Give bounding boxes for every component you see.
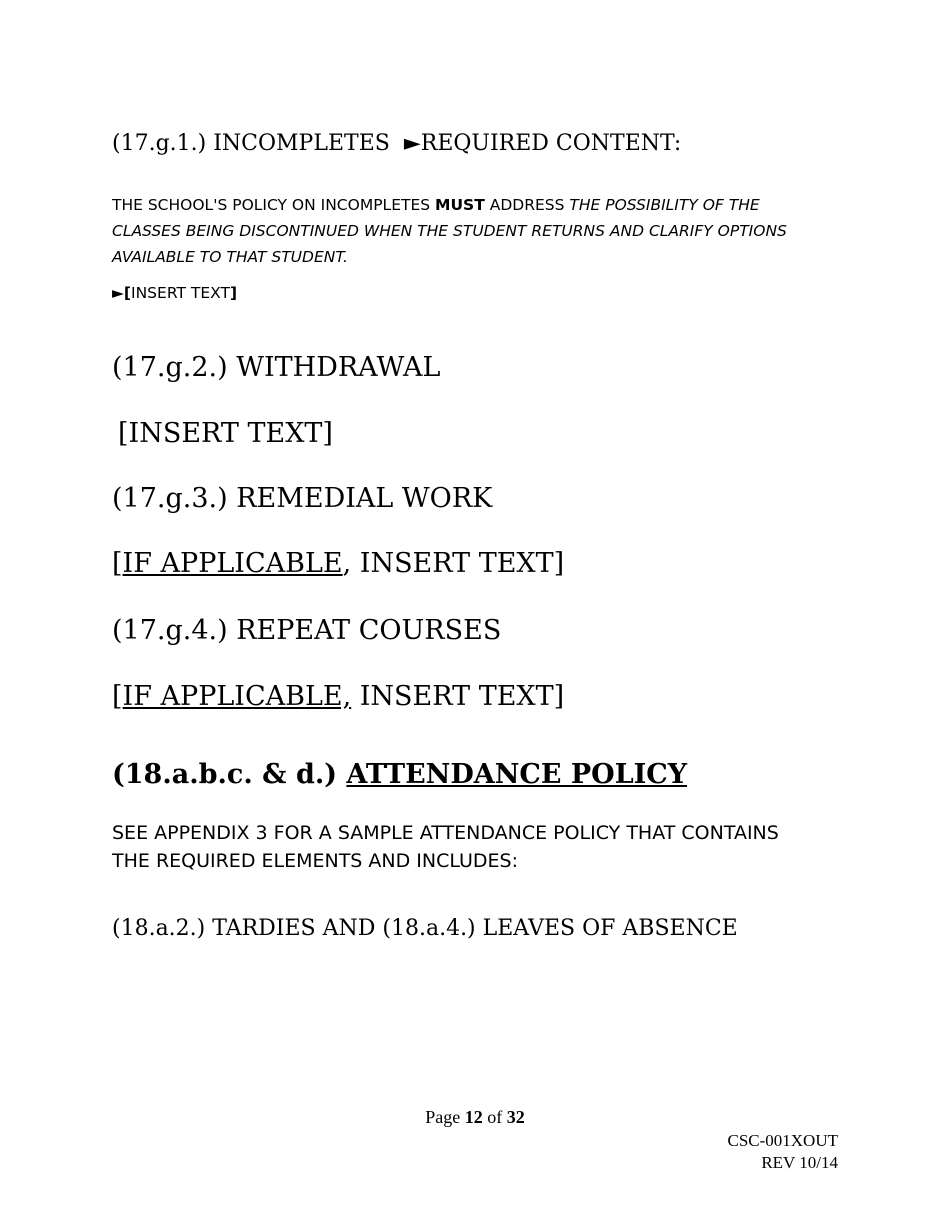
open-bracket: [ — [112, 548, 123, 579]
attendance-paragraph: SEE APPENDIX 3 FOR A SAMPLE ATTENDANCE POLICY THAT CONTAINS THE REQUIRED ELEMENTS AND INCLUDES: — [112, 822, 779, 872]
page-number — [0, 1107, 950, 1128]
para-address: ADDRESS — [489, 196, 565, 214]
section-17g1-heading — [112, 131, 681, 156]
revision: REV 10/14 — [761, 1153, 838, 1172]
open-bracket: [ — [123, 284, 132, 302]
attendance-policy-title: ATTENDANCE POLICY — [346, 759, 688, 790]
open-bracket: [ — [112, 681, 123, 712]
section-17g3-heading: (17.g.3.) REMEDIAL WORK — [112, 483, 493, 514]
section-18a-subheading: (18.a.2.) TARDIES AND (18.a.4.) LEAVES OF ABSENCE — [112, 916, 738, 941]
section-17g3-insert — [112, 548, 564, 579]
para-italic: THE POSSIBILITY OF THE CLASSES BEING DISCONTINUED WHEN THE STUDENT RETURNS AND CLARIFY OPTIONS AVAILABLE TO THAT STUDENT. — [112, 196, 787, 266]
section-17g2-heading: (17.g.2.) WITHDRAWAL — [112, 352, 441, 383]
page-word: Page — [425, 1107, 461, 1127]
section-18-heading — [112, 759, 687, 790]
section-17g4-insert — [112, 681, 564, 712]
if-applicable: IF APPLICABLE — [122, 548, 343, 579]
incompletes-requirement-paragraph — [112, 192, 827, 270]
insert-text: INSERT TEXT — [131, 284, 230, 302]
form-code: CSC-001XOUT — [727, 1131, 838, 1150]
if-applicable: IF APPLICABLE, — [122, 681, 352, 712]
heading-text: (17.g.1.) INCOMPLETES — [112, 131, 390, 156]
section-17g2-insert: [INSERT TEXT] — [118, 418, 333, 449]
of-word: of — [487, 1107, 503, 1127]
insert-rest: , INSERT TEXT] — [342, 548, 565, 579]
para-prefix: THE SCHOOL'S POLICY ON INCOMPLETES — [112, 196, 431, 214]
required-content-label: REQUIRED CONTENT: — [420, 131, 682, 156]
page-current: 12 — [464, 1107, 483, 1127]
must-emphasis: MUST — [435, 196, 485, 214]
form-code-block — [727, 1130, 838, 1174]
page-total: 32 — [506, 1107, 525, 1127]
arrow-icon: ► — [112, 284, 124, 302]
heading-prefix: (18.a.b.c. & d.) — [112, 759, 337, 790]
insert-rest: INSERT TEXT] — [351, 681, 565, 712]
close-bracket: ] — [229, 284, 238, 302]
insert-text-placeholder — [112, 284, 237, 302]
section-17g4-heading: (17.g.4.) REPEAT COURSES — [112, 615, 502, 646]
arrow-icon: ► — [403, 131, 421, 156]
